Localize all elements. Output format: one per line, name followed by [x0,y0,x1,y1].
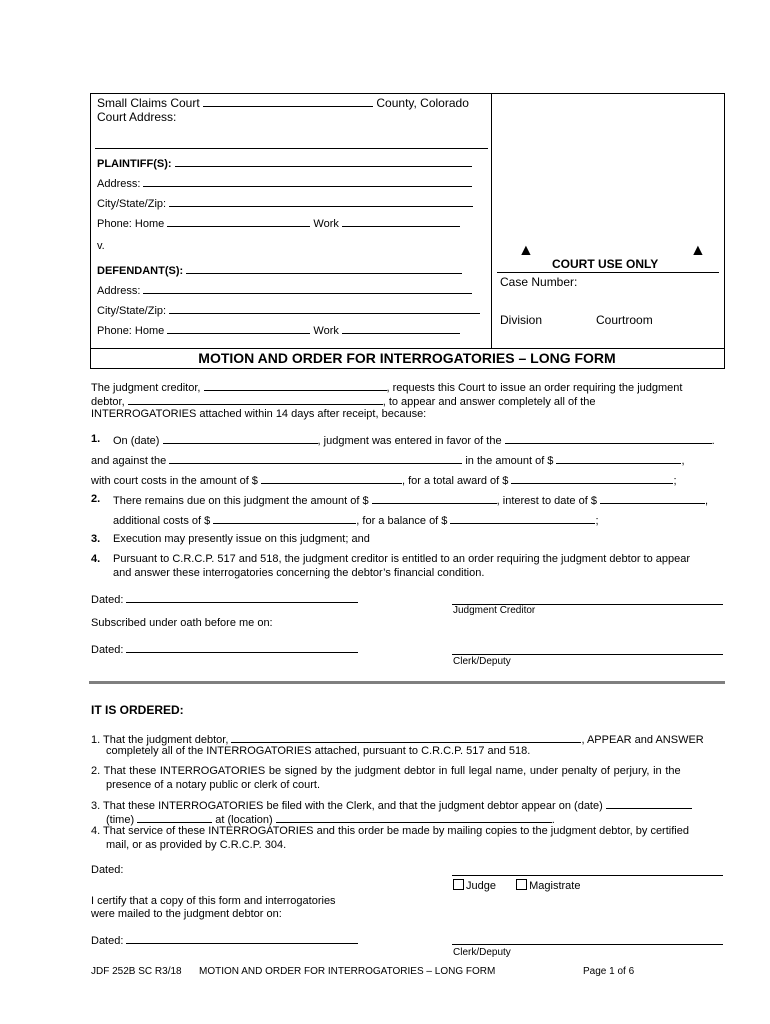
plaintiffs-line [97,156,472,170]
judgment-creditor-field[interactable] [204,380,387,391]
defendant-phone-work-label: Work [313,325,339,337]
item2-comma: , [705,495,709,507]
court-address-label: Court Address: [97,110,177,124]
location-label: at (location) [215,814,273,826]
defendants-line [97,263,462,277]
intro-text: , to appear and answer completely all of the [382,396,596,408]
item-number: 1. [91,433,101,445]
item4-line-1: Pursuant to C.R.C.P. 517 and 518, the judgment creditor is entitled to an order requiring the judgment debtor to appear [113,553,691,565]
court-label: Small Claims Court [97,96,200,110]
court-line [97,95,469,110]
amount-label: in the amount of $ [465,455,554,467]
defendants-label: DEFENDANT(S): [97,265,184,277]
order-heading: IT IS ORDERED: [91,703,184,717]
intro-line-1 [91,380,682,394]
appear-date-field[interactable] [606,798,692,809]
motion-dated-1 [91,592,358,606]
item1-text: , judgment was entered in favor of the [317,435,502,447]
item1-line-3 [91,473,677,487]
court-use-only-rule [497,272,719,273]
judge-checkbox-group [453,879,580,892]
plaintiff-address-label: Address: [97,178,141,190]
judgment-creditor-label: Judgment Creditor [453,605,536,616]
versus-label: v. [97,240,105,252]
order3-line-2 [106,812,555,826]
order3-period: . [551,814,555,826]
balance-field[interactable] [450,513,595,524]
court-address-divider [95,148,488,149]
plaintiff-phone-home-field[interactable] [167,216,310,227]
plaintiffs-label: PLAINTIFF(S): [97,158,172,170]
plaintiff-address-field[interactable] [143,176,472,187]
total-award-label: , for a total award of $ [401,475,509,487]
order1-line-1 [91,732,704,746]
clerk-deputy-label: Clerk/Deputy [453,656,511,667]
interest-label: , interest to date of $ [496,495,597,507]
defendant-city-field[interactable] [169,303,480,314]
defendant-city-label: City/State/Zip: [97,305,167,317]
magistrate-label: Magistrate [529,880,581,892]
defendant-address-line [97,283,472,297]
remaining-due-label: There remains due on this judgment the amount of $ [113,495,369,507]
case-number-label: Case Number: [500,275,578,289]
dated-label: Dated: [91,594,124,606]
appear-location-field[interactable] [276,812,552,823]
plaintiff-address-line [97,176,472,190]
balance-label: , for a balance of $ [356,515,448,527]
order-dated-label: Dated: [91,864,124,876]
intro-creditor-label: The judgment creditor, [91,382,201,394]
county-label: County, Colorado [376,96,469,110]
amount-field[interactable] [556,453,681,464]
footer-form-title: MOTION AND ORDER FOR INTERROGATORIES – LONG FORM [199,966,496,977]
order-dated-2 [91,933,358,947]
dated-label: Dated: [91,644,124,656]
order4-line-1: 4. That service of these INTERROGATORIES and this order be made by mailing copies to the judgment debtor, by certified [91,825,689,837]
order3-line-1 [91,798,692,812]
plaintiff-city-line [97,196,473,210]
motion-date-field-1[interactable] [126,592,358,603]
order3-text: 3. That these INTERROGATORIES be filed with the Clerk, and that the judgment debtor appear on (date) [91,800,603,812]
appear-time-field[interactable] [137,812,212,823]
footer-page-number: Page 1 of 6 [583,966,635,977]
item2-semicolon: ; [595,515,599,527]
additional-costs-label: additional costs of $ [113,515,211,527]
against-label: and against the [91,455,167,467]
remaining-due-field[interactable] [372,493,497,504]
intro-line-3: INTERROGATORIES attached within 14 days after receipt, because: [91,408,427,420]
judgment-debtor-field[interactable] [128,394,383,405]
plaintiff-phone-home-label: Phone: Home [97,218,165,230]
item1-semicolon: ; [673,475,677,487]
judgment-date-label: On (date) [113,435,160,447]
judge-checkbox[interactable] [453,879,464,890]
up-arrow-icon: ▲ [690,242,706,259]
defendant-address-label: Address: [97,285,141,297]
dated-label: Dated: [91,935,124,947]
item2-line-2 [113,513,599,527]
footer-form-id: JDF 252B SC R3/18 [91,966,182,977]
motion-dated-2 [91,642,358,656]
plaintiff-city-label: City/State/Zip: [97,198,167,210]
subscribed-label: Subscribed under oath before me on: [91,617,273,629]
order-debtor-field[interactable] [231,732,581,743]
total-award-field[interactable] [511,473,673,484]
item4-line-2: and answer these interrogatories concerning the debtor’s financial condition. [113,567,485,579]
plaintiff-phone-line [97,216,460,230]
caption-title-divider [90,348,724,349]
interest-field[interactable] [600,493,705,504]
item2-line-1 [113,493,708,507]
defendant-phone-work-field[interactable] [342,323,460,334]
judge-label: Judge [466,880,496,892]
intro-text: , requests this Court to issue an order requiring the judgment [386,382,683,394]
item-number: 2. [91,493,101,505]
mailed-date-field[interactable] [126,933,358,944]
court-costs-field[interactable] [261,473,402,484]
item1-line-1 [113,433,715,447]
section-divider [89,681,725,684]
courtroom-label: Courtroom [596,313,653,327]
certify-line-2: were mailed to the judgment debtor on: [91,908,282,920]
intro-debtor-label: debtor, [91,396,125,408]
item-number: 4. [91,553,101,565]
clerk-deputy-label: Clerk/Deputy [453,947,511,958]
item1-comma: , [681,455,685,467]
court-costs-label: with court costs in the amount of $ [91,475,258,487]
defendant-phone-home-field[interactable] [167,323,310,334]
plaintiffs-field[interactable] [175,156,472,167]
order2-line-2: presence of a notary public or clerk of court. [106,779,320,791]
additional-costs-field[interactable] [213,513,356,524]
court-use-only-label: COURT USE ONLY [552,257,659,271]
plaintiff-phone-work-label: Work [313,218,339,230]
against-field[interactable] [169,453,462,464]
time-label: (time) [106,814,135,826]
plaintiff-phone-work-field[interactable] [342,216,460,227]
clerk-signature-line-1 [452,654,723,655]
magistrate-checkbox[interactable] [516,879,527,890]
county-field[interactable] [203,95,373,107]
clerk-signature-line-2 [452,944,723,945]
motion-date-field-2[interactable] [126,642,358,653]
judge-signature-line [452,875,723,876]
order2-line-1: 2. That these INTERROGATORIES be signed by the judgment debtor in full legal name, under penalty of perjury, in the [91,765,681,777]
defendant-phone-line [97,323,460,337]
order4-line-2: mail, or as provided by C.R.C.P. 304. [106,839,287,851]
up-arrow-icon: ▲ [518,242,534,259]
order1-text: , APPEAR and ANSWER [581,734,704,746]
defendant-city-line [97,303,480,317]
defendant-phone-home-label: Phone: Home [97,325,165,337]
caption-divider-vertical [491,93,492,348]
division-label: Division [500,313,543,327]
item1-line-2 [91,453,685,467]
item-number: 3. [91,533,101,545]
order1-label: 1. That the judgment debtor, [91,734,229,746]
defendants-field[interactable] [186,263,462,274]
form-title: MOTION AND ORDER FOR INTERROGATORIES – LONG FORM [198,350,616,366]
favor-of-field[interactable] [505,433,712,444]
defendant-address-field[interactable] [143,283,472,294]
item1-period: . [711,435,715,447]
judgment-date-field[interactable] [163,433,318,444]
intro-line-2 [91,394,596,408]
plaintiff-city-field[interactable] [169,196,473,207]
item3-text: Execution may presently issue on this judgment; and [113,533,370,545]
order1-line-2: completely all of the INTERROGATORIES attached, pursuant to C.R.C.P. 517 and 518. [106,745,531,757]
certify-line-1: I certify that a copy of this form and interrogatories [91,895,336,907]
